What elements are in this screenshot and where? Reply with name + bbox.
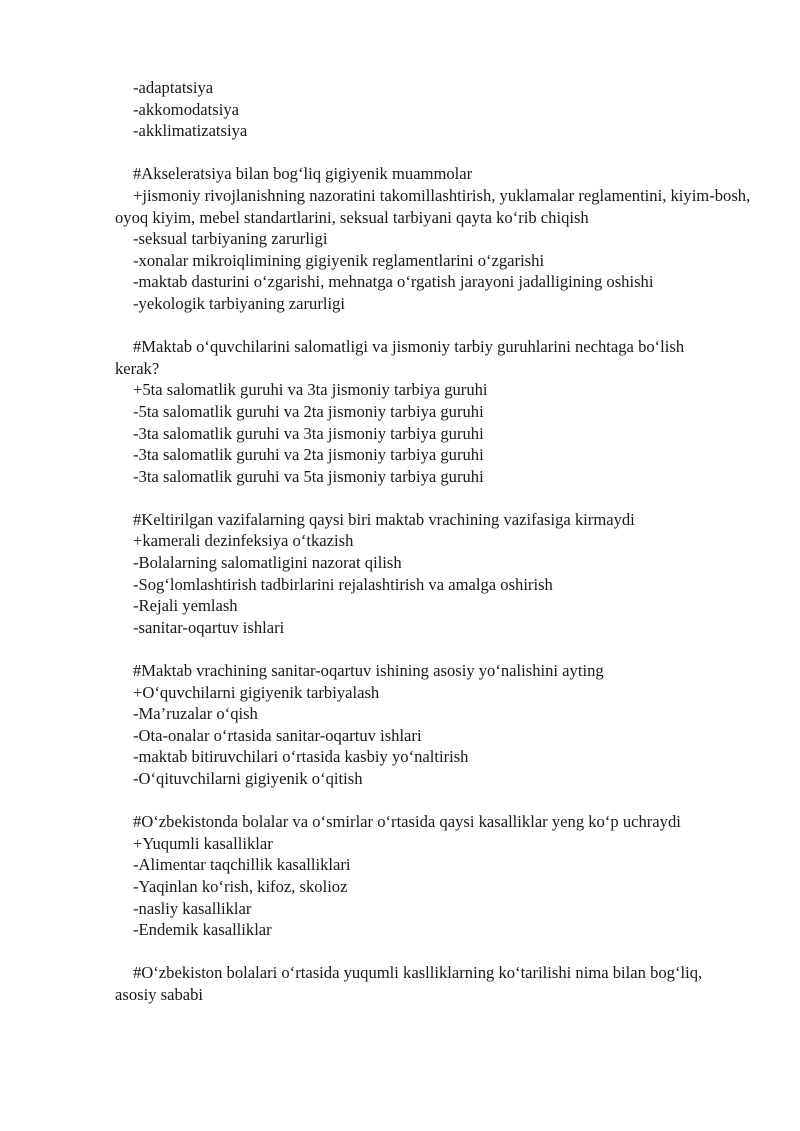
correct-answer: +Yuqumli kasalliklar [133,833,273,853]
spacer [115,142,755,164]
answer-option: -maktab dasturini o‘zgarishi, mehnatga o‘rgatish jarayoni jadalligining oshishi [133,272,654,292]
answer-option: -O‘qituvchilarni gigiyenik o‘qitish [133,769,363,788]
answer-option: -Alimentar taqchillik kasalliklari [133,855,351,875]
answer-option: -maktab bitiruvchilari o‘rtasida kasbiy yo‘naltirish [133,747,469,767]
question-text: #Keltirilgan vazifalarning qaysi biri maktab vrachining vazifasiga kirmaydi [133,509,635,529]
answer-option: -Ma’ruzalar o‘qish [133,704,258,724]
correct-answer: +jismoniy rivojlanishning nazoratini takomillashtirish, yuklamalar reglamentini, kiyim-bosh, oyoq kiyim, mebel standartlarini, seksual tarbiyani qayta ko‘rib chiqish [115,185,751,227]
answer-option: -5ta salomatlik guruhi va 2ta jismoniy tarbiya guruhi [133,401,484,421]
question-text: #O‘zbekistonda bolalar va o‘smirlar o‘rtasida qaysi kasalliklar yeng ko‘p uchraydi [133,812,681,832]
spacer [115,315,755,337]
spacer [115,790,755,812]
answer-option: -Ota-onalar o‘rtasida sanitar-oqartuv ishlari [133,725,422,745]
question-text: #Akseleratsiya bilan bog‘liq gigiyenik muammolar [133,164,473,184]
answer-option: -Endemik kasalliklar [133,920,272,940]
spacer [115,487,755,509]
question-text: #Maktab vrachining sanitar-oqartuv ishining asosiy yo‘nalishini ayting [133,661,604,681]
answer-option: -Sog‘lomlashtirish tadbirlarini rejalashtirish va amalga oshirish [133,574,553,594]
correct-answer: +O‘quvchilarni gigiyenik tarbiyalash [133,682,380,702]
option-line: -akklimatizatsiya [133,121,248,141]
option-line: -adaptatsiya [133,78,214,97]
answer-option: -sanitar-oqartuv ishlari [133,617,285,637]
question-text: #O‘zbekiston bolalari o‘rtasida yuqumli kaslliklarning ko‘tarilishi nima bilan bog‘liq, asosiy sababi [115,963,703,1004]
answer-option: -3ta salomatlik guruhi va 3ta jismoniy tarbiya guruhi [133,423,484,443]
answer-option: -3ta salomatlik guruhi va 5ta jismoniy tarbiya guruhi [133,466,484,486]
answer-option: -xonalar mikroiqlimining gigiyenik reglamentlarini o‘zgarishi [133,250,545,270]
spacer [115,941,755,963]
correct-answer: +kamerali dezinfeksiya o‘tkazish [133,531,354,551]
answer-option: -Rejali yemlash [133,596,238,616]
spacer [115,638,755,660]
answer-option: -3ta salomatlik guruhi va 2ta jismoniy tarbiya guruhi [133,445,484,465]
answer-option: -Yaqinlan ko‘rish, kifoz, skolioz [133,876,348,896]
answer-option: -nasliy kasalliklar [133,898,252,918]
answer-option: -Bolalarning salomatligini nazorat qilish [133,553,402,573]
answer-option: -yekologik tarbiyaning zarurligi [133,293,345,313]
question-text: #Maktab o‘quvchilarini salomatligi va jismoniy tarbiy guruhlarini nechtaga bo‘lish kerak? [115,337,685,378]
answer-option: -seksual tarbiyaning zarurligi [133,229,328,249]
document-page [115,77,755,1006]
correct-answer: +5ta salomatlik guruhi va 3ta jismoniy tarbiya guruhi [133,380,488,400]
option-line: -akkomodatsiya [133,99,239,119]
